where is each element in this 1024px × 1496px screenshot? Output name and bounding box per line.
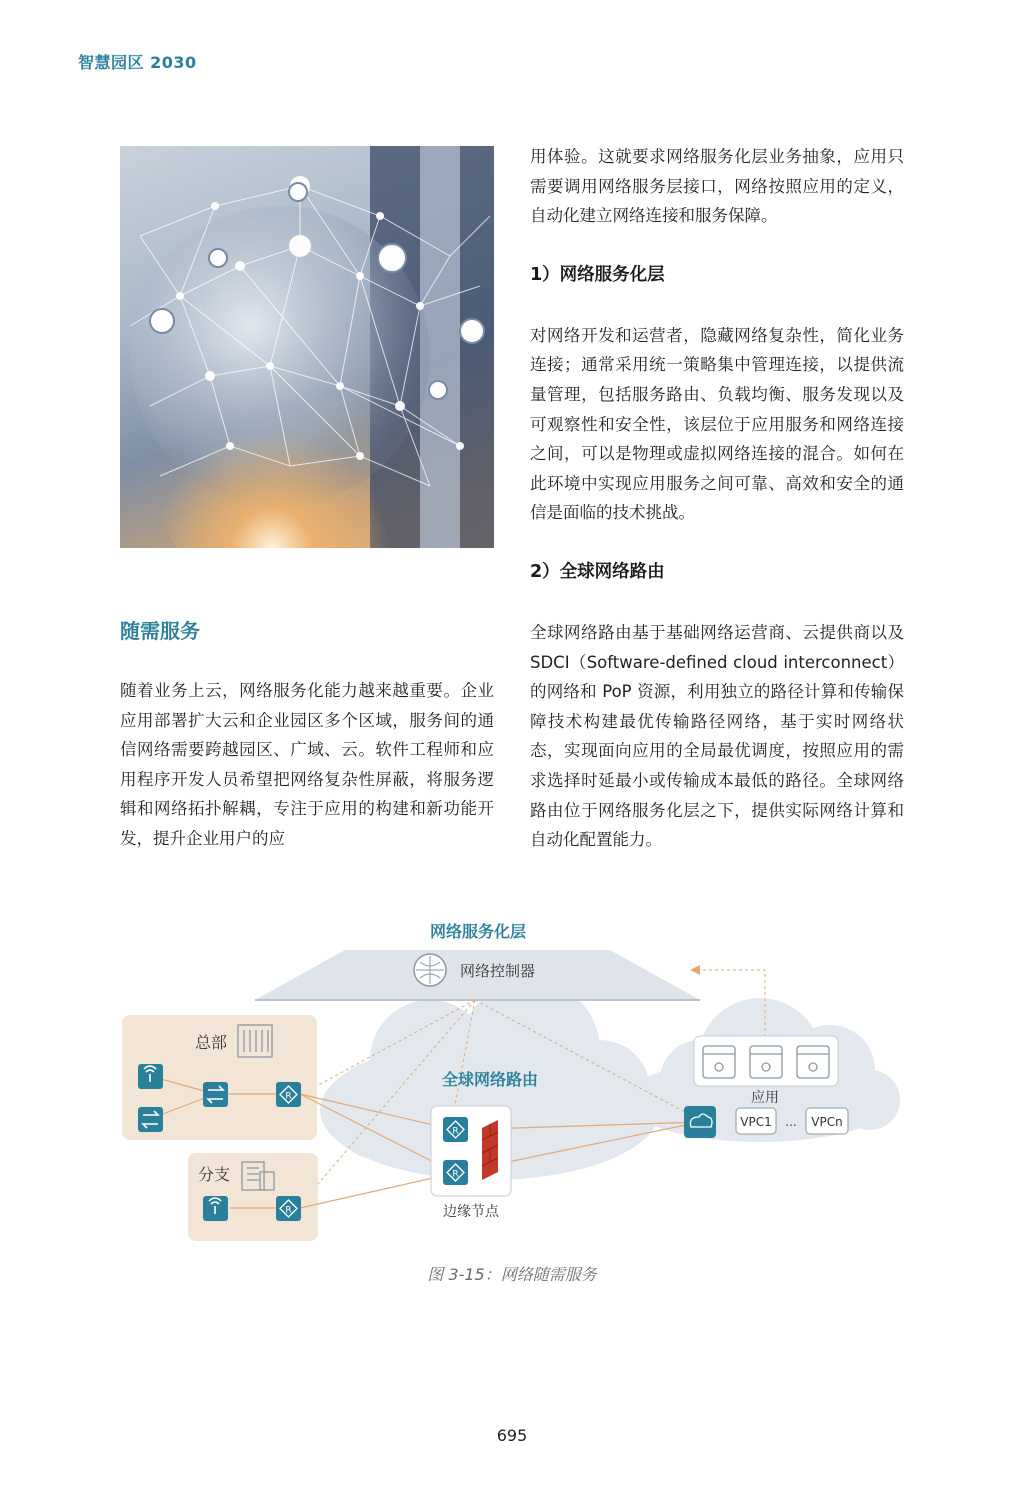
edge-node-label: 边缘节点 [443,1204,499,1220]
hq-router-glyph: R [285,1091,292,1102]
cloud-router-icon [684,1106,716,1138]
app-label: 应用 [751,1090,779,1106]
network-service-layer-paragraph: 对网络开发和运营者，隐藏网络复杂性，简化业务连接；通常采用统一策略集中管理连接，以提供流量管理，包括服务路由、负载均衡、服务发现以及可观察性和安全性，该层位于应用服务和网络连接之间，可以是物理或虚拟网络连接的混合。如何在此环境中实现应用服务之间可靠、高效和安全的通信是面临的技术挑战。 [530,325,904,523]
edge-router-b-glyph: R [452,1169,459,1180]
section-title: 随需服务 [120,619,200,643]
heading-network-service-layer: 1）网络服务化层 [530,264,665,285]
app-server-3-icon [797,1046,829,1078]
right-text-column [530,142,904,855]
hero-image [120,146,494,548]
network-diagram [110,910,920,1260]
branch-label: 分支 [198,1165,231,1184]
app-server-1-icon [703,1046,735,1078]
vpc1-label: VPC1 [740,1115,772,1129]
service-layer-title: 网络服务化层 [429,922,527,941]
branch-wifi-ap-icon [203,1196,228,1221]
hq-label: 总部 [195,1033,228,1052]
controller-label: 网络控制器 [460,962,536,980]
branch-router-icon [276,1196,301,1221]
vpc-ellipsis: ... [785,1115,797,1129]
app-server-2-icon [750,1046,782,1078]
edge-node-box [431,1106,511,1196]
branch-router-glyph: R [285,1205,292,1216]
figure-caption: 图 3-15：网络随需服务 [427,1265,597,1284]
running-title: 智慧园区 2030 [78,53,197,72]
hq-switch-b-icon [203,1082,228,1107]
intro-paragraph: 用体验。这就要求网络服务化层业务抽象，应用只需要调用网络服务层接口，网络按照应用的定义，自动化建立网络连接和服务保障。 [530,147,904,226]
hq-router-icon [276,1082,301,1107]
hq-switch-a-icon [138,1107,163,1132]
edge-router-a-icon [443,1117,468,1142]
edge-router-b-icon [443,1160,468,1185]
edge-router-a-glyph: R [452,1126,459,1137]
arrowhead-icon [690,965,700,975]
global-routing-paragraph: 全球网络路由基于基础网络运营商、云提供商以及 SDCI（Software-defined cloud interconnect）的网络和 PoP 资源，利用独立的路径计算和传输保障技术构建最优传输路径网络，基于实时网络状态，实现面向应用的全局最优调度，按照应用的需求选择时延最小或传输成本最低的路径。全球网络路由位于网络服务化层之下，提供实际网络计算和自动化配置能力。 [530,622,904,850]
hq-wifi-ap-icon [138,1064,163,1089]
page-number: 695 [496,1426,528,1445]
vpcn-label: VPCn [811,1115,843,1129]
heading-global-routing: 2）全球网络路由 [530,561,665,582]
on-demand-paragraph: 随着业务上云，网络服务化能力越来越重要。企业应用部署扩大云和企业园区多个区域，服务间的通信网络需要跨越园区、广域、云。软件工程师和应用程序开发人员希望把网络复杂性屏蔽，将服务逻辑和网络拓扑解耦，专注于应用的构建和新功能开发，提升企业用户的应 [120,681,494,848]
firewall-icon [482,1120,498,1180]
global-routing-label: 全球网络路由 [441,1070,539,1089]
left-text-column [120,616,494,854]
network-globe-illustration [120,146,494,548]
controller-icon [414,954,446,986]
